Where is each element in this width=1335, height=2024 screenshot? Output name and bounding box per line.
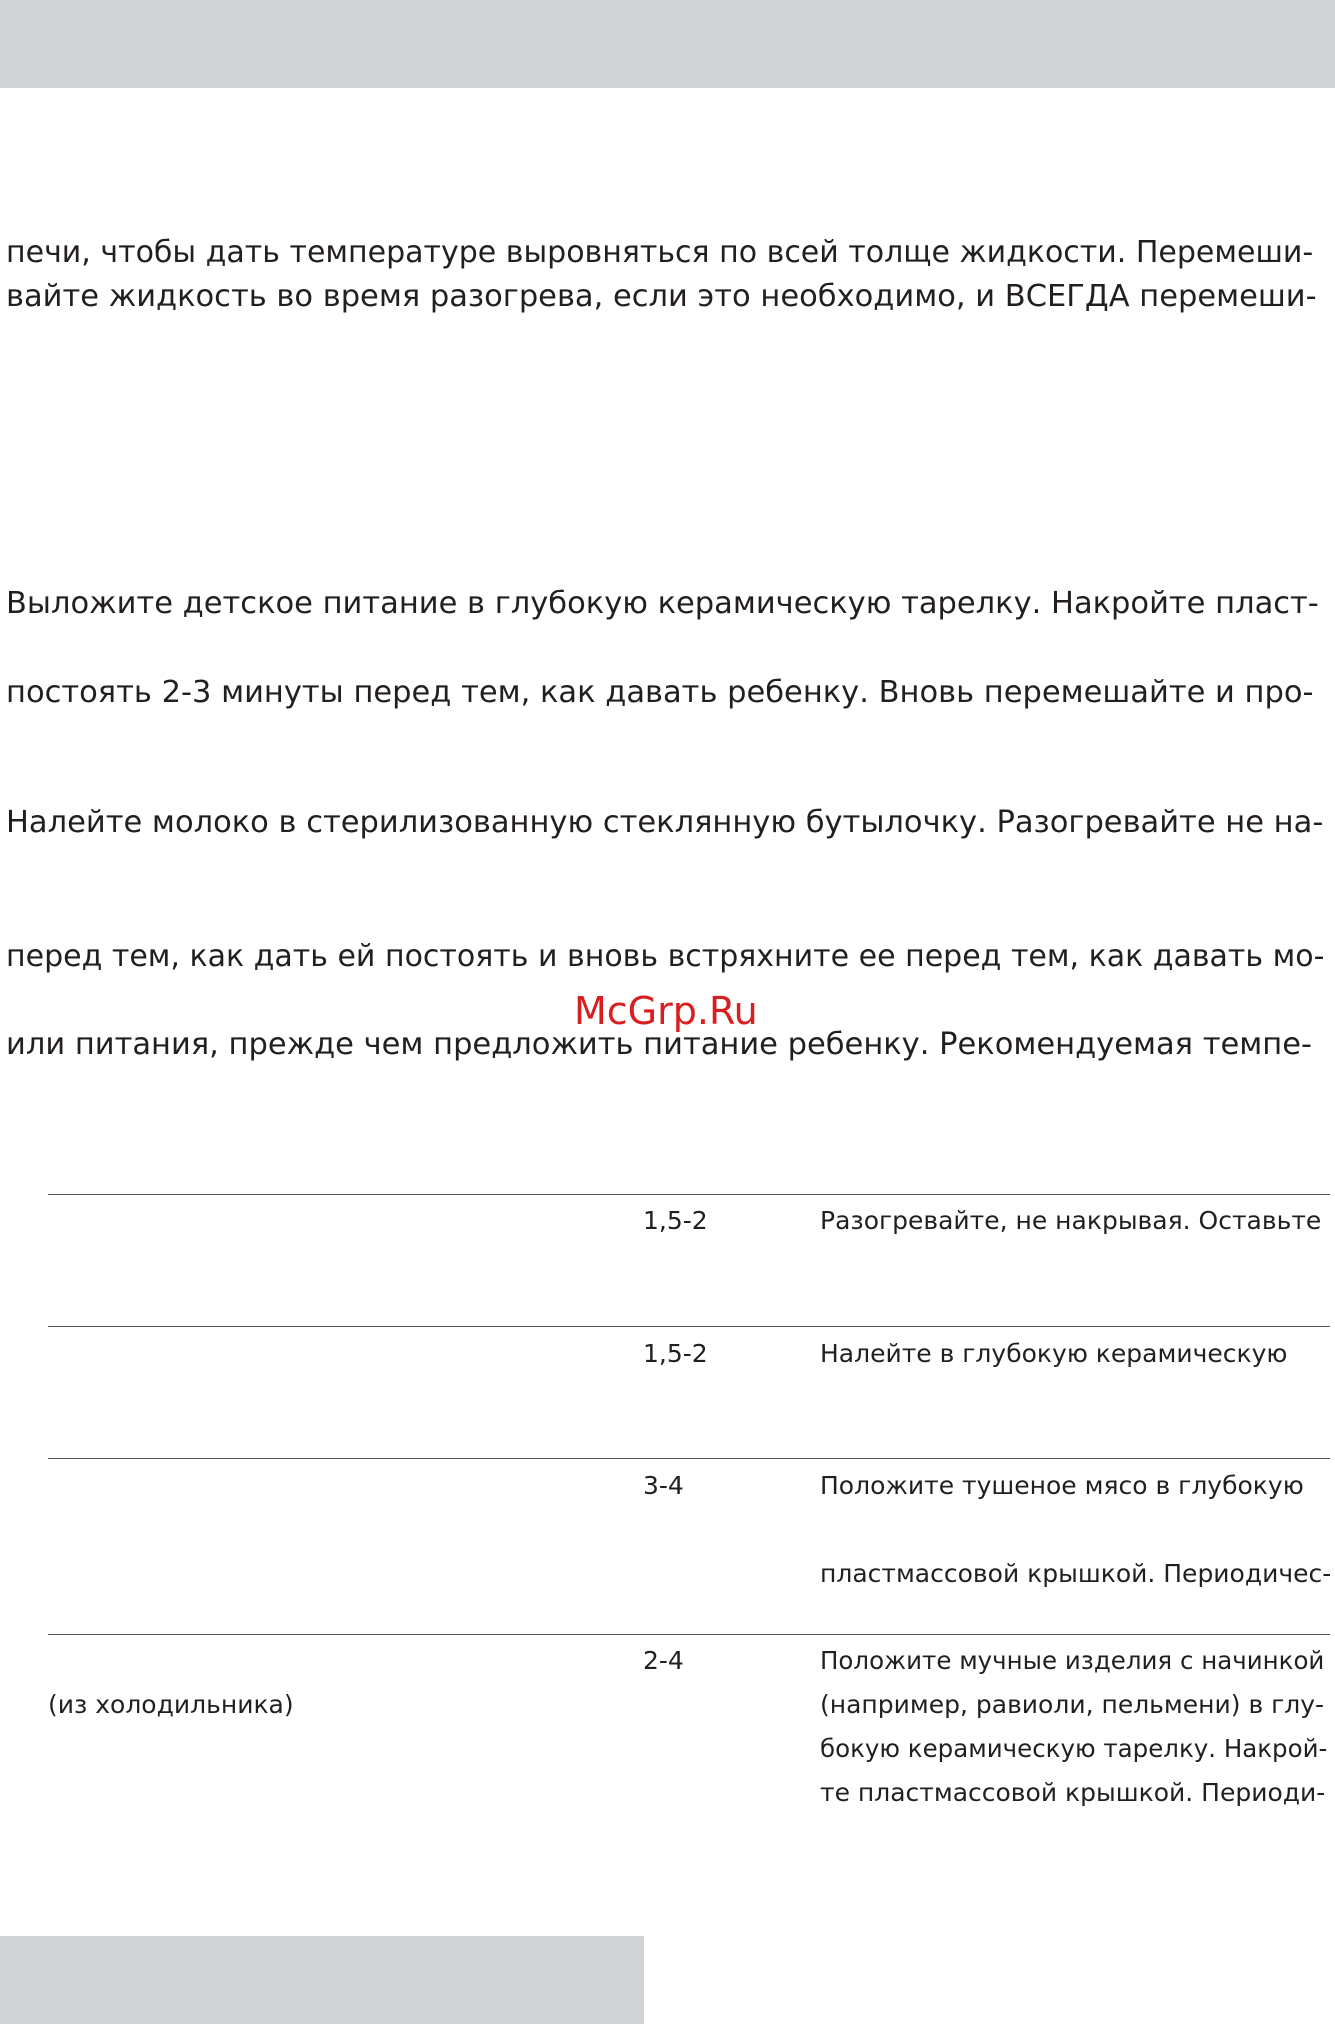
paragraph-line: печи, чтобы дать температуре выровняться по всей толще жидкости. Перемеши- xyxy=(6,235,1314,270)
table-cell-instructions: (например, равиоли, пельмени) в глу- xyxy=(820,1690,1325,1719)
table-cell-instructions: Налейте в глубокую керамическую xyxy=(820,1339,1288,1368)
paragraph-line: Выложите детское питание в глубокую керамическую тарелку. Накройте пласт- xyxy=(6,586,1319,621)
table-cell-time: 1,5-2 xyxy=(643,1339,708,1368)
paragraph-line: постоять 2-3 минуты перед тем, как давать ребенку. Вновь перемешайте и про- xyxy=(6,675,1314,710)
table-row-divider xyxy=(48,1326,1330,1327)
table-row-divider xyxy=(48,1194,1330,1195)
watermark-text: McGrp.Ru xyxy=(574,989,758,1033)
table-cell-instructions: Разогревайте, не накрывая. Оставьте xyxy=(820,1206,1322,1235)
paragraph-line: или питания, прежде чем предложить питание ребенку. Рекомендуемая темпе- xyxy=(6,1027,1312,1062)
table-cell-time: 3-4 xyxy=(643,1471,684,1500)
table-cell-instructions: Положите тушеное мясо в глубокую xyxy=(820,1471,1304,1500)
paragraph-line: вайте жидкость во время разогрева, если это необходимо, и ВСЕГДА перемеши- xyxy=(6,279,1317,314)
table-cell-food: (из холодильника) xyxy=(48,1690,294,1719)
table-cell-instructions: те пластмассовой крышкой. Периоди- xyxy=(820,1778,1326,1807)
table-cell-time: 2-4 xyxy=(643,1646,684,1675)
header-band xyxy=(0,0,1335,88)
paragraph-line: перед тем, как дать ей постоять и вновь встряхните ее перед тем, как давать мо- xyxy=(6,939,1325,974)
table-cell-instructions: Положите мучные изделия с начинкой xyxy=(820,1646,1325,1675)
table-cell-instructions: пластмассовой крышкой. Периодичес- xyxy=(820,1559,1332,1588)
table-row-divider xyxy=(48,1458,1330,1459)
table-cell-instructions: бокую керамическую тарелку. Накрой- xyxy=(820,1734,1328,1763)
table-cell-time: 1,5-2 xyxy=(643,1206,708,1235)
paragraph-line: Налейте молоко в стерилизованную стеклянную бутылочку. Разогревайте не на- xyxy=(6,805,1324,840)
footer-band xyxy=(0,1936,644,2024)
table-row-divider xyxy=(48,1634,1330,1635)
